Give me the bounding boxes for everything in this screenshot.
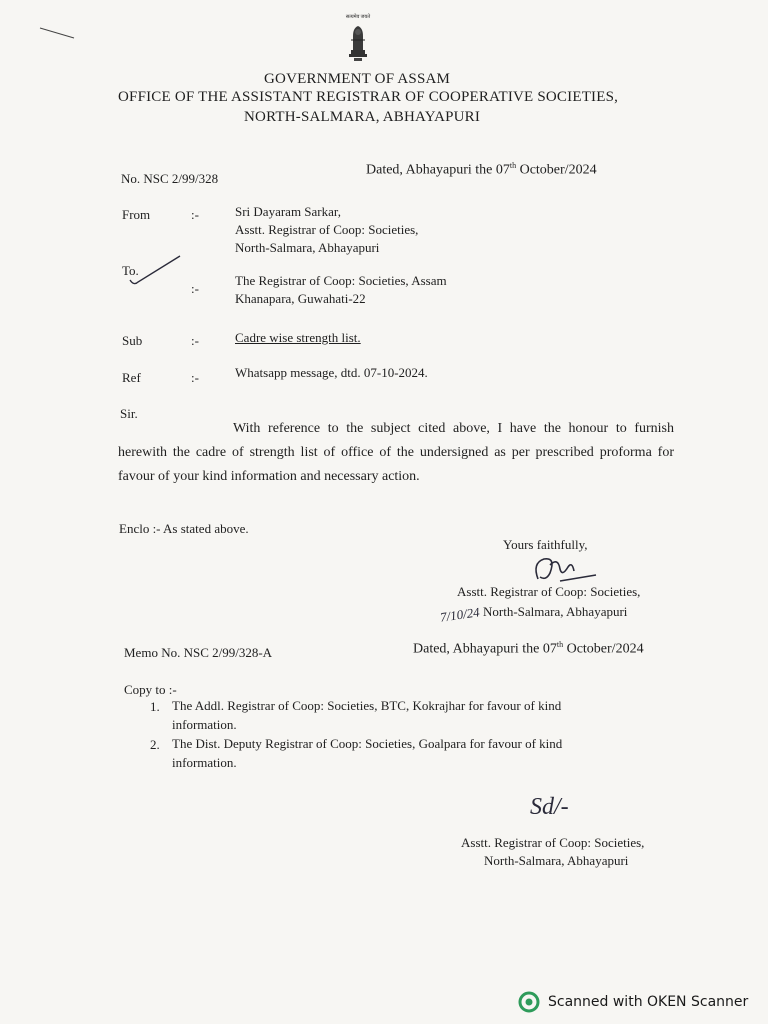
letter-number: No. NSC 2/99/328 <box>121 171 219 186</box>
letter-date-suffix: October/2024 <box>516 162 597 178</box>
header-government: GOVERNMENT OF ASSAM <box>264 71 451 87</box>
from-separator: :- <box>191 207 199 222</box>
copy-item-2-line-1: The Dist. Deputy Registrar of Coop: Societies, Goalpara for favour of kind <box>172 736 563 751</box>
copy-item-1-line-2: information. <box>172 717 237 732</box>
to-line-2: Khanapara, Guwahati-22 <box>235 291 366 306</box>
signatory-title: Asstt. Registrar of Coop: Societies, <box>457 584 641 599</box>
copy-to-label: Copy to :- <box>124 682 177 697</box>
body-text: With reference to the subject cited above, I have the honour to furnish herewith the cadre of strength list of office of the undersigned as per prescribed proforma for favour of your kind information and necessary action. <box>118 421 674 484</box>
memo-signatory-place: North-Salmara, Abhayapuri <box>484 853 629 868</box>
sub-separator: :- <box>191 333 199 348</box>
signatory-place: North-Salmara, Abhayapuri <box>483 604 628 619</box>
from-line-2: Asstt. Registrar of Coop: Societies, <box>235 222 419 237</box>
copy-item-1-line-1: The Addl. Registrar of Coop: Societies, BTC, Kokrajhar for favour of kind <box>172 698 562 713</box>
enclosure: Enclo :- As stated above. <box>119 521 249 536</box>
copy-item-2-number: 2. <box>150 737 160 752</box>
sd-mark: Sd/- <box>530 794 569 820</box>
memo-date <box>413 640 644 658</box>
signature-icon <box>530 553 600 587</box>
body-paragraph <box>118 417 674 489</box>
handwritten-tick-mark <box>126 252 184 292</box>
scanner-watermark <box>518 991 748 1013</box>
letter-date <box>366 161 597 179</box>
scanner-logo-icon <box>518 991 540 1013</box>
salutation: Sir. <box>120 406 138 421</box>
handwritten-date: 7/10/24 <box>439 604 481 625</box>
memo-date-prefix: Dated, Abhayapuri the 07 <box>413 641 557 657</box>
copy-item-2-line-2: information. <box>172 755 237 770</box>
header-office: OFFICE OF THE ASSISTANT REGISTRAR OF COOPERATIVE SOCIETIES, <box>118 89 619 105</box>
from-label: From <box>122 207 151 222</box>
reference-text: Whatsapp message, dtd. 07-10-2024. <box>235 365 428 380</box>
memo-date-suffix: October/2024 <box>563 641 644 657</box>
memo-number: Memo No. NSC 2/99/328-A <box>124 645 273 660</box>
ref-separator: :- <box>191 370 199 385</box>
subject-text: Cadre wise strength list. <box>235 330 361 345</box>
emblem-caption: सत्यमेव जयते <box>345 15 371 20</box>
stray-pen-mark <box>38 22 78 42</box>
to-line-1: The Registrar of Coop: Societies, Assam <box>235 273 447 288</box>
scanner-text: Scanned with OKEN Scanner <box>548 994 749 1010</box>
copy-item-1-number: 1. <box>150 699 160 714</box>
closing: Yours faithfully, <box>503 537 588 552</box>
to-label: To. <box>122 263 139 278</box>
letter-date-sup: th <box>509 161 517 170</box>
ref-label: Ref <box>122 370 141 385</box>
state-emblem <box>343 14 373 69</box>
lion-capital-icon <box>343 20 373 64</box>
letter-date-prefix: Dated, Abhayapuri the 07 <box>366 162 510 178</box>
header-place: NORTH-SALMARA, ABHAYAPURI <box>244 109 481 125</box>
from-line-1: Sri Dayaram Sarkar, <box>235 204 341 219</box>
memo-date-sup: th <box>556 640 564 649</box>
sub-label: Sub <box>122 333 143 348</box>
from-line-3: North-Salmara, Abhayapuri <box>235 240 380 255</box>
memo-signatory-title: Asstt. Registrar of Coop: Societies, <box>461 835 645 850</box>
to-separator: :- <box>191 281 199 296</box>
